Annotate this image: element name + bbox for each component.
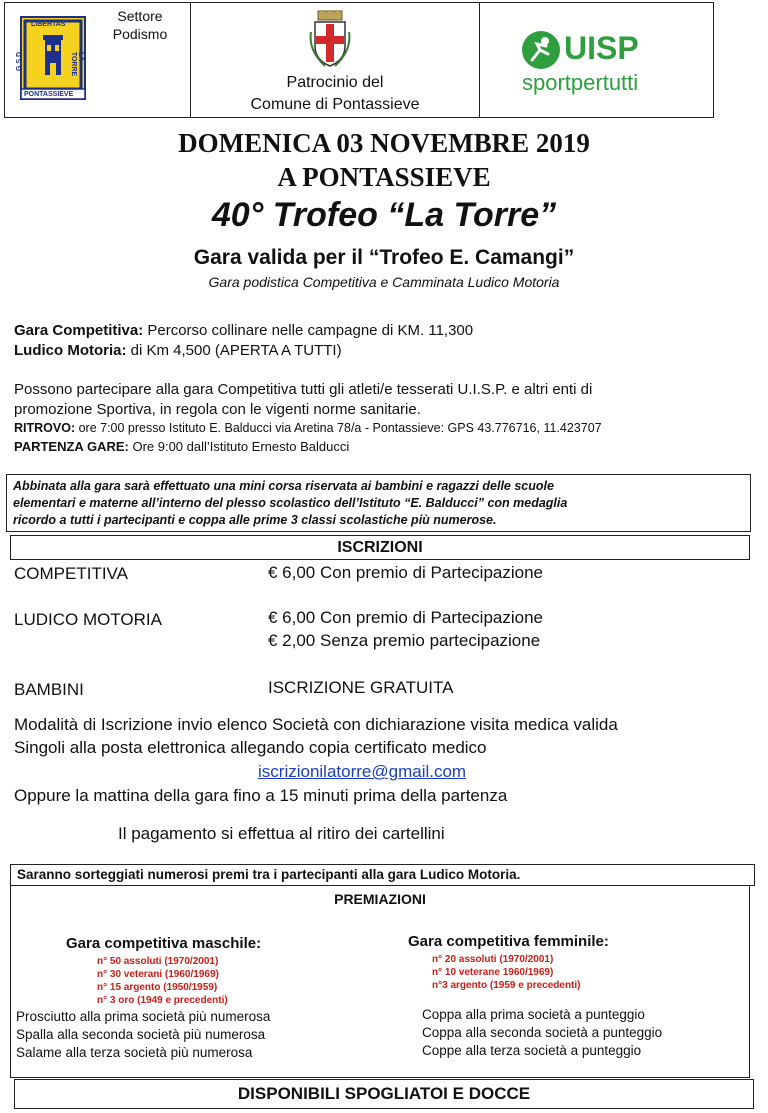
patronage-line-2: Comune di Pontassieve <box>250 96 420 113</box>
modalita-line-1: Modalità di Iscrizione invio elenco Società con dichiarazione visita medica valida <box>14 715 618 734</box>
event-place: A PONTASSIEVE <box>277 162 491 192</box>
kids-note-line-3: ricordo a tutti i partecipanti e coppa alle prime 3 classi scolastiche più numerose. <box>13 513 497 527</box>
male-team-prize: Salame alla terza società più numerosa <box>16 1045 253 1060</box>
comune-crest-icon <box>309 10 351 68</box>
info-competitiva <box>14 321 473 341</box>
patronage-text <box>195 72 475 116</box>
partenza-label: PARTENZA GARE: <box>14 439 129 454</box>
payment-note: Il pagamento si effettua al ritiro dei cartellini <box>118 824 445 843</box>
fee-row-label: COMPETITIVA <box>14 564 128 583</box>
participation-line-1: Possono partecipare alla gara Competitiva tutti gli atleti/e tesserati U.I.S.P. e altri enti di <box>14 381 593 398</box>
patronage-line-1: Patrocinio del <box>286 74 384 91</box>
female-categories <box>432 953 581 992</box>
male-teams <box>16 1008 270 1062</box>
uisp-brand: UISP <box>564 30 639 66</box>
participation-line-2: promozione Sportiva, in regola con le vigenti norme sanitarie. <box>14 401 421 418</box>
club-logo-side-right: LA TORRE <box>70 51 85 77</box>
info-partenza <box>14 438 349 456</box>
info-ritrovo <box>14 419 602 437</box>
ritrovo-label: RITROVO: <box>14 421 76 435</box>
ludico-label: Ludico Motoria: <box>14 342 127 359</box>
sector-line-1: Settore <box>117 8 163 24</box>
runner-icon <box>520 30 562 70</box>
iscrizioni-heading: ISCRIZIONI <box>10 535 750 560</box>
sector-line-2: Podismo <box>112 26 168 42</box>
header-divider-1 <box>190 2 191 118</box>
header-divider-2 <box>479 2 480 118</box>
ritrovo-text: ore 7:00 presso Istituto E. Balducci via Aretina 78/a - Pontassieve: GPS 43.776716, 11.423707 <box>75 421 602 435</box>
event-description: Gara podistica Competitiva e Camminata Ludico Motoria <box>208 274 560 290</box>
male-title: Gara competitiva maschile: <box>66 935 262 952</box>
female-category: n°3 argento (1959 e precedenti) <box>432 980 581 991</box>
male-categories <box>97 955 228 1007</box>
premiazioni-heading: PREMIAZIONI <box>334 891 426 907</box>
fee-row-label: BAMBINI <box>14 680 84 699</box>
female-category: n° 10 veterane 1960/1969) <box>432 967 554 978</box>
club-logo-bottom-text: PONTASSIEVE <box>24 91 74 98</box>
kids-note-line-1: Abbinata alla gara sarà effettuato una mini corsa riservata ai bambini e ragazzi delle scuole <box>13 479 554 493</box>
fee-row-value: € 2,00 Senza premio partecipazione <box>268 631 541 650</box>
competitiva-text: Percorso collinare nelle campagne di KM. 11,300 <box>143 322 474 339</box>
club-logo-top-text: LIBERTAS <box>31 21 66 28</box>
male-category: n° 30 veterani (1960/1969) <box>97 969 219 980</box>
info-ludico <box>14 341 342 361</box>
event-title: 40° Trofeo “La Torre” <box>211 196 557 234</box>
footer-banner: DISPONIBILI SPOGLIATOI E DOCCE <box>14 1079 754 1109</box>
kids-note-line-2: elementari e materne all’interno del plesso scolastico dell’Istituto “E. Balducci” con medaglia <box>13 496 568 510</box>
male-category: n° 15 argento (1950/1959) <box>97 982 218 993</box>
fee-row-value: € 6,00 Con premio di Partecipazione <box>268 608 543 627</box>
email-link[interactable]: iscrizionilatorre@gmail.com <box>258 762 467 781</box>
female-team-prize: Coppe alla terza società a punteggio <box>422 1043 642 1058</box>
competitiva-label: Gara Competitiva: <box>14 322 144 339</box>
event-date: DOMENICA 03 NOVEMBRE 2019 <box>178 128 590 158</box>
prizes-note: Saranno sorteggiati numerosi premi tra i partecipanti alla gara Ludico Motoria. <box>10 864 755 886</box>
club-logo <box>16 15 87 101</box>
fee-row-label: LUDICO MOTORIA <box>14 610 162 629</box>
club-logo-side-left: G.S.D. <box>16 49 24 72</box>
uisp-tagline: sportpertutti <box>522 70 639 95</box>
fee-row-value: ISCRIZIONE GRATUITA <box>268 678 454 697</box>
female-title: Gara competitiva femminile: <box>408 933 609 950</box>
partenza-text: Ore 9:00 dall’Istituto Ernesto Balducci <box>128 439 350 454</box>
male-team-prize: Prosciutto alla prima società più numerosa <box>16 1009 271 1024</box>
fee-row-value: € 6,00 Con premio di Partecipazione <box>268 563 543 582</box>
event-subtitle: Gara valida per il “Trofeo E. Camangi” <box>193 246 575 269</box>
modalita-line-3: Oppure la mattina della gara fino a 15 minuti prima della partenza <box>14 786 508 805</box>
ludico-text: di Km 4,500 (APERTA A TUTTI) <box>126 342 342 359</box>
male-team-prize: Spalla alla seconda società più numerosa <box>16 1027 266 1042</box>
modalita-line-2: Singoli alla posta elettronica allegando copia certificato medico <box>14 738 487 757</box>
male-category: n° 50 assoluti (1970/2001) <box>97 956 219 967</box>
female-teams <box>422 1006 662 1060</box>
female-team-prize: Coppa alla seconda società a punteggio <box>422 1025 663 1040</box>
female-team-prize: Coppa alla prima società a punteggio <box>422 1007 645 1022</box>
male-category: n° 3 oro (1949 e precedenti) <box>97 995 228 1006</box>
female-category: n° 20 assoluti (1970/2001) <box>432 954 554 965</box>
kids-note-box <box>6 474 751 532</box>
sector-label <box>100 7 180 43</box>
